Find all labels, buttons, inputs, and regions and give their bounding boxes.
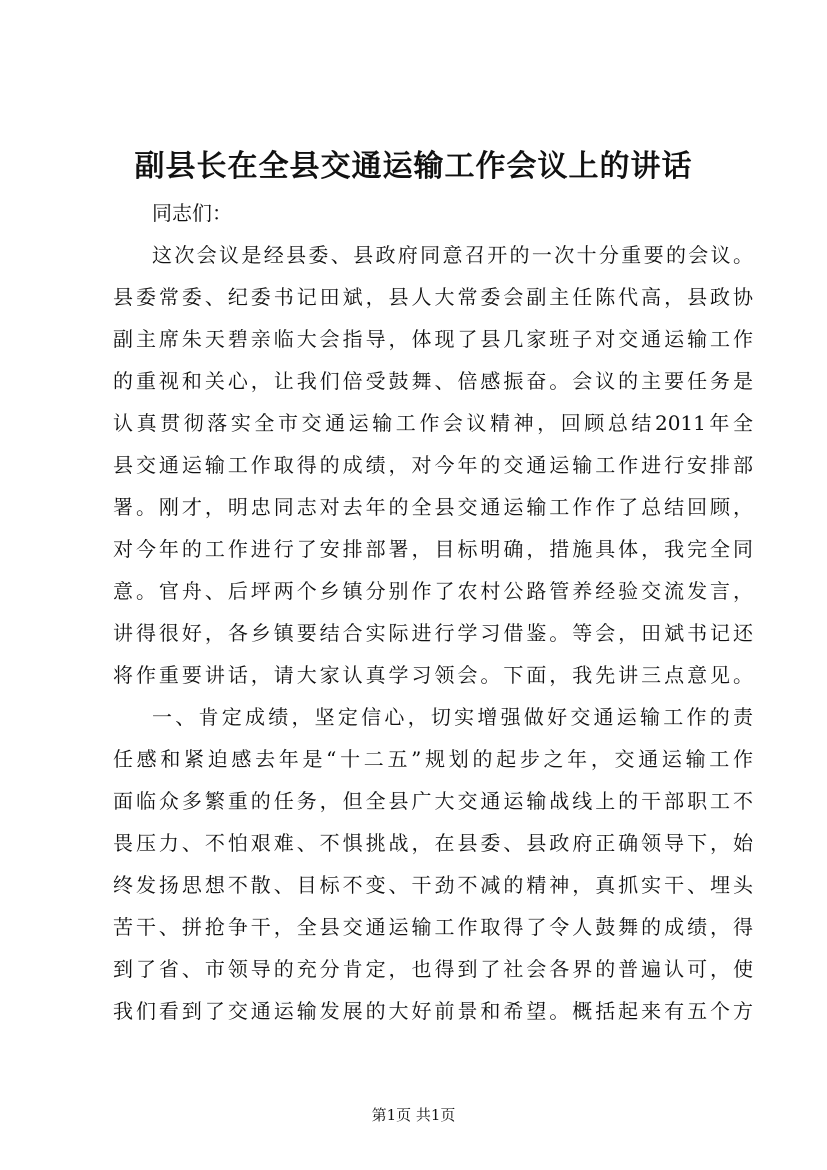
paragraph-line: 署。刚才，明忠同志对去年的全县交通运输工作作了总结回顾， bbox=[113, 495, 753, 519]
paragraph-line: 任感和紧迫感去年是“十二五”规划的起步之年，交通运输工作 bbox=[113, 747, 753, 771]
paragraph-line: 终发扬思想不散、目标不变、干劲不减的精神，真抓实干、埋头 bbox=[113, 873, 753, 897]
paragraph-line: 我们看到了交通运输发展的大好前景和希望。概括起来有五个方 bbox=[113, 999, 753, 1023]
paragraph-line: 县委常委、纪委书记田斌，县人大常委会副主任陈代高，县政协 bbox=[113, 285, 753, 309]
section-heading-line: 一、肯定成绩，坚定信心，切实增强做好交通运输工作的责 bbox=[152, 705, 753, 729]
paragraph-line: 将作重要讲话，请大家认真学习领会。下面，我先讲三点意见。 bbox=[113, 663, 753, 687]
paragraph-line: 苦干、拼抢争干，全县交通运输工作取得了令人鼓舞的成绩，得 bbox=[113, 915, 753, 939]
paragraph-line: 这次会议是经县委、县政府同意召开的一次十分重要的会议。 bbox=[152, 243, 753, 267]
paragraph-line: 对今年的工作进行了安排部署，目标明确，措施具体，我完全同 bbox=[113, 537, 753, 561]
paragraph-line: 副主席朱天碧亲临大会指导，体现了县几家班子对交通运输工作 bbox=[113, 327, 753, 351]
paragraph-line: 到了省、市领导的充分肯定，也得到了社会各界的普遍认可，使 bbox=[113, 957, 753, 981]
paragraph-line: 县交通运输工作取得的成绩，对今年的交通运输工作进行安排部 bbox=[113, 453, 753, 477]
page-number-footer: 第1页 共1页 bbox=[371, 1106, 456, 1124]
paragraph-line: 讲得很好，各乡镇要结合实际进行学习借鉴。等会，田斌书记还 bbox=[113, 621, 753, 645]
document-title: 副县长在全县交通运输工作会议上的讲话 bbox=[134, 149, 693, 184]
paragraph-line: 的重视和关心，让我们倍受鼓舞、倍感振奋。会议的主要任务是 bbox=[113, 369, 753, 393]
paragraph-line: 意。官舟、后坪两个乡镇分别作了农村公路管养经验交流发言， bbox=[113, 579, 753, 603]
paragraph-line: 认真贯彻落实全市交通运输工作会议精神，回顾总结2011年全 bbox=[113, 411, 753, 435]
salutation-line: 同志们： bbox=[152, 201, 232, 225]
paragraph-line: 畏压力、不怕艰难、不惧挑战，在县委、县政府正确领导下，始 bbox=[113, 831, 753, 855]
paragraph-line: 面临众多繁重的任务，但全县广大交通运输战线上的干部职工不 bbox=[113, 789, 753, 813]
